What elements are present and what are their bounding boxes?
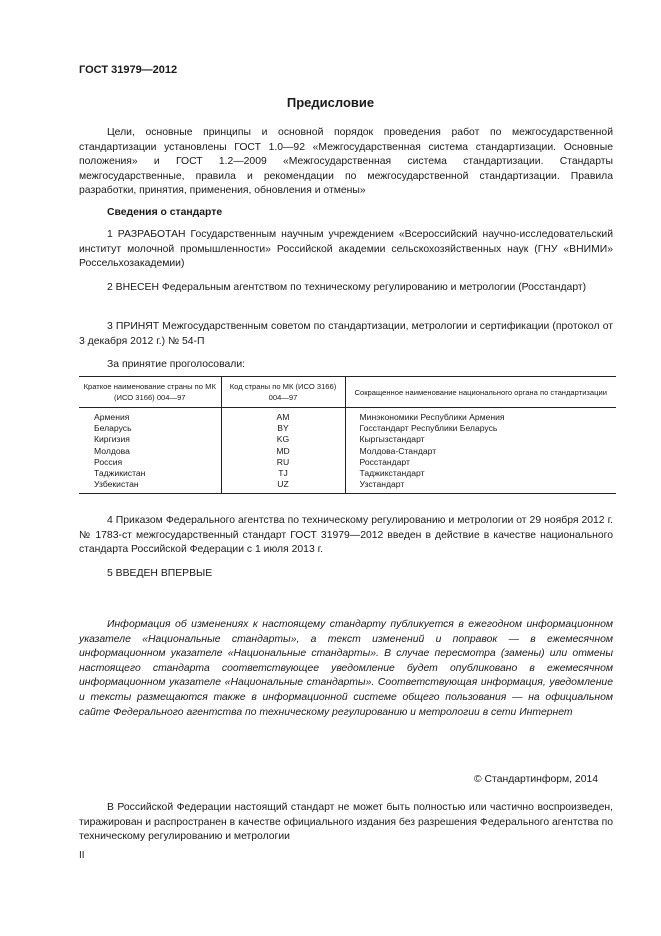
table-header-row — [79, 377, 616, 408]
table-row — [79, 468, 616, 479]
table-row — [79, 457, 616, 468]
standards-body-cell: Госстандарт Республики Беларусь — [345, 423, 616, 434]
change-info-paragraph: Информация об изменениях к настоящему стандарту публикуется в ежегодном информационном указателе «Национальные стандарты», а текст изменений и поправок — в ежемесячном информационном указателе «Национальные стандарты». В случае пересмотра (замены) или отмены настоящего стандарта соответствующее уведомление будет опубликовано в ежемесячном информационном указателе «Национальные стандарты». Соответствующая информация, уведомление и тексты размещаются также в информационной системе общего пользования — на официальном сайте Федерального агентства по техническому регулированию и метрологии в сети Интернет — [79, 619, 613, 718]
header-country-name: Краткое наименование страны по МК (ИСО 3166) 004—97 — [79, 377, 221, 408]
header-standards-body: Сокращенное наименование национального органа по стандартизации — [345, 377, 616, 408]
country-code-cell: UZ — [221, 479, 345, 494]
country-name-cell: Россия — [94, 456, 123, 467]
table-row — [79, 446, 616, 457]
item-5-paragraph: 5 ВВЕДЕН ВПЕРВЫЕ — [107, 568, 213, 579]
voted-label: За принятие проголосовали: — [107, 359, 246, 370]
reproduction-notice: В Российской Федерации настоящий стандарт не может быть полностью или частично воспроизведен, тиражирован и распространен в качестве официального издания без разрешения Федерального агентства по техническому регулированию и метрологии — [79, 802, 613, 843]
header-country-code: Код страны по МК (ИСО 3166) 004—97 — [221, 377, 345, 408]
standards-body-cell: Молдова-Стандарт — [345, 446, 616, 457]
table-row — [79, 434, 616, 445]
standards-body-cell: Таджикстандарт — [345, 468, 616, 479]
standards-body-cell: Узстандарт — [345, 479, 616, 494]
page-number: II — [79, 850, 85, 861]
country-code-cell: KG — [221, 434, 345, 445]
country-code-cell: RU — [221, 457, 345, 468]
country-name-cell: Беларусь — [94, 423, 132, 434]
page-title: Предисловие — [286, 95, 375, 110]
country-code-cell: AM — [221, 408, 345, 424]
voting-states-table — [79, 376, 616, 494]
item-2-paragraph: 2 ВНЕСЕН Федеральным агентством по техническому регулированию и метрологии (Росстандарт) — [107, 282, 587, 293]
document-header: ГОСТ 31979—2012 — [79, 64, 178, 76]
country-name-cell: Молдова — [94, 445, 130, 456]
table-row — [79, 479, 616, 494]
country-name-cell: Таджикистан — [94, 468, 146, 479]
country-name-cell: Узбекистан — [79, 479, 221, 494]
country-name-cell: Армения — [94, 412, 130, 422]
country-code-cell: BY — [221, 423, 345, 434]
item-3-paragraph: 3 ПРИНЯТ Межгосударственным советом по стандартизации, метрологии и сертификации (протокол от 3 декабря 2012 г.) № 54-П — [79, 321, 613, 347]
standards-body-cell: Росстандарт — [345, 457, 616, 468]
item-4-paragraph: 4 Приказом Федерального агентства по техническому регулированию и метрологии от 29 ноября 2012 г. № 1783-ст межгосударственный стандарт ГОСТ 31979—2012 введен в действие в качестве национального стандарта Российской Федерации с 1 июля 2013 г. — [79, 515, 613, 556]
about-standard-heading: Сведения о стандарте — [107, 207, 223, 218]
intro-paragraph: Цели, основные принципы и основной порядок проведения работ по межгосударственной стандартизации установлены ГОСТ 1.0—92 «Межгосударственная система стандартизации. Основные положения» и ГОСТ 1.2—2009 «Межгосударственная система стандартизации. Стандарты межгосударственные, правила и рекомендации по межгосударственной стандартизации. Правила разработки, принятия, применения, обновления и отмены» — [79, 127, 613, 197]
copyright-line: © Стандартинформ, 2014 — [474, 774, 599, 785]
table-row — [79, 408, 616, 424]
item-1-paragraph: 1 РАЗРАБОТАН Государственным научным учреждением «Всероссийский научно-исследовательский институт молочной промышленности» Российской академии сельскохозяйственных наук (ГНУ «ВНИМИ» Россельхозакадемии) — [79, 229, 613, 270]
table-row — [79, 423, 616, 434]
country-code-cell: MD — [221, 446, 345, 457]
standards-body-cell: Кыргызстандарт — [345, 434, 616, 445]
standards-body-cell: Минэкономики Республики Армения — [345, 408, 616, 424]
country-name-cell: Киргизия — [94, 434, 130, 445]
country-code-cell: TJ — [221, 468, 345, 479]
